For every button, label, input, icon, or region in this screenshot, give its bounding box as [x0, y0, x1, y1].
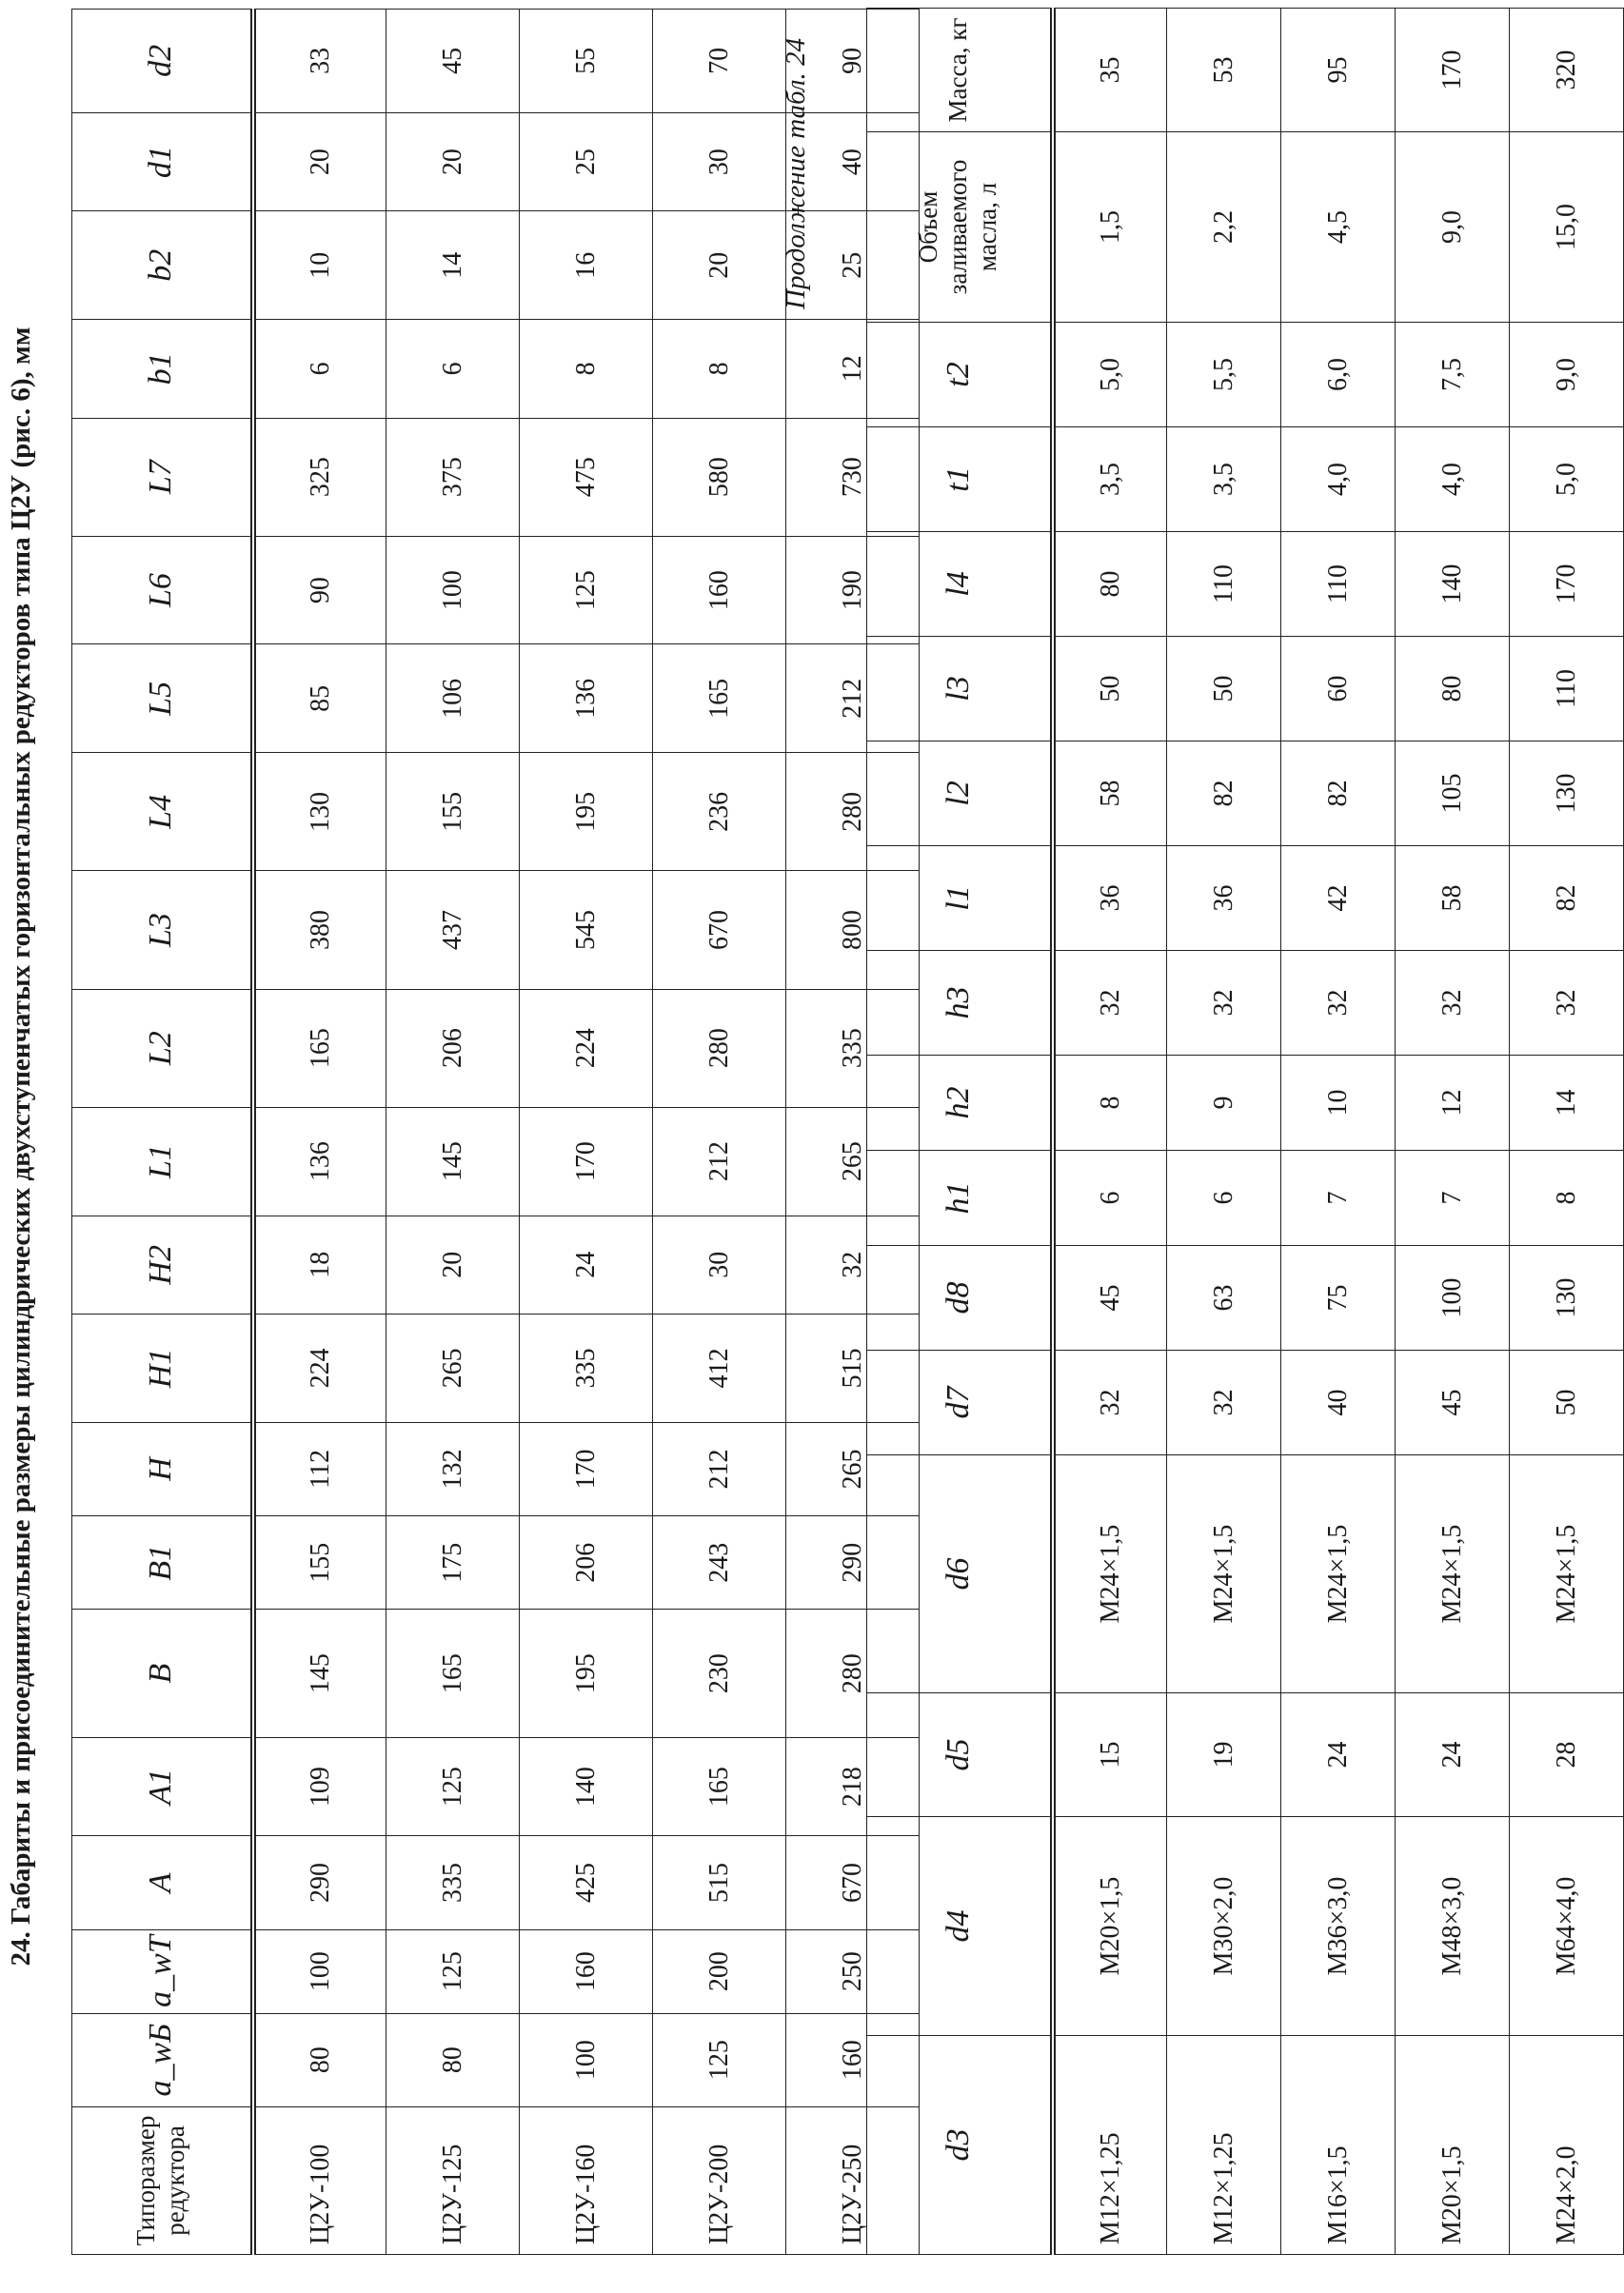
table-cell: 155	[253, 1516, 386, 1610]
header-L7: L7	[72, 418, 253, 536]
table-cell: 6	[386, 320, 520, 418]
table-cell: 170	[1396, 9, 1510, 132]
table-cell: 130	[1510, 1246, 1624, 1351]
table-cell: 145	[386, 1107, 520, 1216]
table-cell: 320	[1510, 9, 1624, 132]
table-cell: 90	[786, 10, 920, 113]
table-cell: 380	[253, 871, 386, 989]
header-H1: H1	[72, 1315, 253, 1423]
table-cell: 5,0	[1053, 323, 1167, 427]
table-cell: 15	[1053, 1693, 1167, 1817]
table-cell: 160	[786, 2013, 920, 2106]
table-cell: 8	[1053, 1056, 1167, 1151]
table-row	[1053, 9, 1167, 2255]
table-cell: 136	[520, 644, 653, 753]
header-mass: Масса, кг	[867, 9, 1053, 132]
table-cell: 85	[253, 644, 386, 753]
table-cell: 195	[520, 1610, 653, 1738]
table-cell: 18	[253, 1216, 386, 1314]
table-cell: 2,2	[1167, 132, 1281, 323]
table-cell: 75	[1281, 1246, 1396, 1351]
table-cell: 100	[520, 2013, 653, 2106]
header-d2: d2	[72, 10, 253, 113]
table-cell: M24×1,5	[1053, 1455, 1167, 1693]
table-cell: 140	[1396, 532, 1510, 637]
table-row	[520, 10, 653, 2255]
table-cell: M20×1,5	[1396, 2036, 1510, 2255]
table-cell: 100	[1396, 1246, 1510, 1351]
table-cell: 20	[386, 1216, 520, 1314]
table-cell: 82	[1281, 741, 1396, 846]
table2-header-row-1	[867, 9, 958, 2255]
table-cell: 50	[1167, 637, 1281, 741]
table-cell: 32	[1396, 951, 1510, 1056]
table-cell: 175	[386, 1516, 520, 1610]
header-t1: t1	[867, 427, 1053, 532]
table-cell: 70	[653, 10, 786, 113]
table-cell: 265	[386, 1315, 520, 1423]
table-cell: 90	[253, 536, 386, 644]
table-cell: 106	[386, 644, 520, 753]
table-cell: 55	[520, 10, 653, 113]
table-cell: 224	[520, 989, 653, 1107]
table-cell: 165	[253, 989, 386, 1107]
table-row	[1167, 9, 1281, 2255]
table-row	[1510, 9, 1624, 2255]
table-cell: 243	[653, 1516, 786, 1610]
table-cell: Ц2У-100	[253, 2106, 386, 2254]
table-cell: 30	[653, 112, 786, 210]
table-cell: 7	[1281, 1151, 1396, 1246]
table-cell: M36×3,0	[1281, 1817, 1396, 2036]
table-cell: 206	[386, 989, 520, 1107]
table-cell: Ц2У-160	[520, 2106, 653, 2254]
header-B: B	[72, 1610, 253, 1738]
table-cell: 82	[1167, 741, 1281, 846]
table-cell: 1,5	[1053, 132, 1167, 323]
table-cell: 8	[520, 320, 653, 418]
table-cell: M24×1,5	[1510, 1455, 1624, 1693]
table-cell: 35	[1053, 9, 1167, 132]
table-cell: 265	[786, 1422, 920, 1515]
table-cell: M64×4,0	[1510, 1817, 1624, 2036]
table-cell: 4,0	[1281, 427, 1396, 532]
table-cell: 160	[653, 536, 786, 644]
table-cell: 325	[253, 418, 386, 536]
table-cell: 110	[1281, 532, 1396, 637]
table-cell: 130	[253, 753, 386, 871]
table-cell: 36	[1167, 846, 1281, 951]
header-L4: L4	[72, 753, 253, 871]
table-cell: 125	[386, 1929, 520, 2013]
table-cell: 36	[1053, 846, 1167, 951]
table-cell: 136	[253, 1107, 386, 1216]
table-cell: 580	[653, 418, 786, 536]
table-cell: 32	[1281, 951, 1396, 1056]
table-cell: 130	[1510, 741, 1624, 846]
table-cell: 7,5	[1396, 323, 1510, 427]
table-cell: 80	[1053, 532, 1167, 637]
table-cell: 112	[253, 1422, 386, 1515]
table-cell: 730	[786, 418, 920, 536]
table-cell: 32	[1053, 1351, 1167, 1455]
table-cell: 100	[386, 536, 520, 644]
table-cell: 32	[1510, 951, 1624, 1056]
table-cell: M12×1,25	[1167, 2036, 1281, 2255]
table-cell: 412	[653, 1315, 786, 1423]
table-cell: 280	[786, 753, 920, 871]
table-cell: 14	[1510, 1056, 1624, 1151]
header-A: A	[72, 1836, 253, 1929]
table-cell: 7	[1396, 1151, 1510, 1246]
table-cell: M16×1,5	[1281, 2036, 1396, 2255]
header-d8: d8	[867, 1246, 1053, 1351]
table-cell: 195	[520, 753, 653, 871]
table-cell: 170	[1510, 532, 1624, 637]
table-cell: Ц2У-200	[653, 2106, 786, 2254]
header-d6: d6	[867, 1455, 1053, 1693]
table-cell: 170	[520, 1107, 653, 1216]
header-l2: l2	[867, 741, 1053, 846]
table-cell: 20	[653, 211, 786, 320]
table-row	[386, 10, 520, 2255]
table1-header-row	[72, 10, 253, 2255]
table-cell: Ц2У-250	[786, 2106, 920, 2254]
table-cell: M24×1,5	[1281, 1455, 1396, 1693]
table-cell: 335	[786, 989, 920, 1107]
header-H: H	[72, 1422, 253, 1515]
table-cell: 24	[520, 1216, 653, 1314]
table-cell: 670	[786, 1836, 920, 1929]
table-cell: 10	[253, 211, 386, 320]
header-h2: h2	[867, 1056, 1053, 1151]
table-cell: 16	[520, 211, 653, 320]
table-cell: 33	[253, 10, 386, 113]
table-cell: M24×2,0	[1510, 2036, 1624, 2255]
table-cell: 230	[653, 1610, 786, 1738]
header-B1: B1	[72, 1516, 253, 1610]
header-awb: a_wБ	[72, 2013, 253, 2106]
header-d7: d7	[867, 1351, 1053, 1455]
header-l1: l1	[867, 846, 1053, 951]
table-cell: 32	[1167, 951, 1281, 1056]
header-size: Типоразмер редуктора	[72, 2106, 253, 2254]
table-cell: 8	[653, 320, 786, 418]
table-cell: 206	[520, 1516, 653, 1610]
table-cell: 280	[786, 1610, 920, 1738]
table-cell: M12×1,25	[1053, 2036, 1167, 2255]
table-cell: 58	[1396, 846, 1510, 951]
header-L3: L3	[72, 871, 253, 989]
table-cell: 375	[386, 418, 520, 536]
table-cell: 32	[1167, 1351, 1281, 1455]
header-d5: d5	[867, 1693, 1053, 1817]
table-dimensions	[71, 9, 920, 2255]
table-cell: 40	[786, 112, 920, 210]
header-d3: d3	[867, 2036, 1053, 2255]
continuation-note: Продолжение табл. 24	[781, 38, 811, 309]
header-L5: L5	[72, 644, 253, 753]
table-cell: 212	[653, 1107, 786, 1216]
table-cell: 475	[520, 418, 653, 536]
table-cell: 4,5	[1281, 132, 1396, 323]
table-cell: 80	[386, 2013, 520, 2106]
table-cell: 125	[386, 1737, 520, 1835]
table-cell: M24×1,5	[1396, 1455, 1510, 1693]
table-cell: 515	[653, 1836, 786, 1929]
table-cell: 3,5	[1167, 427, 1281, 532]
table-cell: 190	[786, 536, 920, 644]
table-cell: 800	[786, 871, 920, 989]
table-cell: 4,0	[1396, 427, 1510, 532]
table-cell: 8	[1510, 1151, 1624, 1246]
table-cell: 12	[786, 320, 920, 418]
table-cell: 145	[253, 1610, 386, 1738]
table-cell: 545	[520, 871, 653, 989]
table-cell: 6	[1167, 1151, 1281, 1246]
table-cell: 20	[386, 112, 520, 210]
table-cell: 15,0	[1510, 132, 1624, 323]
table-cell: 437	[386, 871, 520, 989]
header-L1: L1	[72, 1107, 253, 1216]
table-cell: 28	[1510, 1693, 1624, 1817]
header-b1: b1	[72, 320, 253, 418]
table-cell: 63	[1167, 1246, 1281, 1351]
header-awt: a_wT	[72, 1929, 253, 2013]
header-L2: L2	[72, 989, 253, 1107]
table-cell: 200	[653, 1929, 786, 2013]
table-cell: 25	[520, 112, 653, 210]
table-cell: 10	[1281, 1056, 1396, 1151]
table-cell: 290	[253, 1836, 386, 1929]
table-cell: 110	[1510, 637, 1624, 741]
table-cell: 3,5	[1053, 427, 1167, 532]
table-cell: 100	[253, 1929, 386, 2013]
table-cell: 53	[1167, 9, 1281, 132]
table-cell: M48×3,0	[1396, 1817, 1510, 2036]
table-cell: 335	[386, 1836, 520, 1929]
table-cell: 9,0	[1396, 132, 1510, 323]
table-cell: 105	[1396, 741, 1510, 846]
table-cell: 165	[653, 1737, 786, 1835]
table-cell: 132	[386, 1422, 520, 1515]
table-cell: 155	[386, 753, 520, 871]
table-title: 24. Габариты и присоединительные размеры цилиндрических двухступенчатых горизонтальных редукторов типа Ц2У (рис. 6), мм	[6, 326, 36, 1967]
table-cell: M24×1,5	[1167, 1455, 1281, 1693]
table-cell: 280	[653, 989, 786, 1107]
table-cell: 5,5	[1167, 323, 1281, 427]
table-cell: 32	[1053, 951, 1167, 1056]
header-d4: d4	[867, 1817, 1053, 2036]
table-cell: Ц2У-125	[386, 2106, 520, 2254]
table-cell: 335	[520, 1315, 653, 1423]
table-cell: 515	[786, 1315, 920, 1423]
table-cell: 45	[1396, 1351, 1510, 1455]
table-cell: 50	[1510, 1351, 1624, 1455]
table-cell: 110	[1167, 532, 1281, 637]
table-cell: 9,0	[1510, 323, 1624, 427]
table-cell: M20×1,5	[1053, 1817, 1167, 2036]
table-cell: 224	[253, 1315, 386, 1423]
table-cell: 12	[1396, 1056, 1510, 1151]
table-cell: 50	[1053, 637, 1167, 741]
table-row	[253, 10, 386, 2255]
table-cell: 6,0	[1281, 323, 1396, 427]
table-cell: 165	[653, 644, 786, 753]
table-cell: 80	[253, 2013, 386, 2106]
table-cell: 40	[1281, 1351, 1396, 1455]
table-cell: 212	[653, 1422, 786, 1515]
table-cell: 9	[1167, 1056, 1281, 1151]
table-cell: 58	[1053, 741, 1167, 846]
table-cell: 80	[1396, 637, 1510, 741]
header-l4: l4	[867, 532, 1053, 637]
header-L6: L6	[72, 536, 253, 644]
table-cell: 14	[386, 211, 520, 320]
table-cell: 24	[1396, 1693, 1510, 1817]
table-cell: M30×2,0	[1167, 1817, 1281, 2036]
table-cell: 170	[520, 1422, 653, 1515]
table-cell: 6	[253, 320, 386, 418]
table-cell: 19	[1167, 1693, 1281, 1817]
table-cell: 160	[520, 1929, 653, 2013]
table-cell: 82	[1510, 846, 1624, 951]
table-cell: 212	[786, 644, 920, 753]
table-cell: 109	[253, 1737, 386, 1835]
table-cell: 165	[386, 1610, 520, 1738]
table1-body	[253, 10, 920, 2255]
table-cell: 218	[786, 1737, 920, 1835]
table-cell: 24	[1281, 1693, 1396, 1817]
table-cell: 140	[520, 1737, 653, 1835]
header-oil-volume: Объем заливаемого масла, л	[867, 132, 1053, 323]
header-t2: t2	[867, 323, 1053, 427]
table-cell: 32	[786, 1216, 920, 1314]
table-cell: 670	[653, 871, 786, 989]
table-cell: 125	[653, 2013, 786, 2106]
header-h3: h3	[867, 951, 1053, 1056]
header-b2: b2	[72, 211, 253, 320]
table-cell: 125	[520, 536, 653, 644]
table-cell: 45	[386, 10, 520, 113]
header-l3: l3	[867, 637, 1053, 741]
header-H2: H2	[72, 1216, 253, 1314]
table-cell: 5,0	[1510, 427, 1624, 532]
table-cell: 236	[653, 753, 786, 871]
table-cell: 250	[786, 1929, 920, 2013]
table-cell: 25	[786, 211, 920, 320]
table-cell: 95	[1281, 9, 1396, 132]
table-cell: 6	[1053, 1151, 1167, 1246]
header-h1: h1	[867, 1151, 1053, 1246]
table-cell: 45	[1053, 1246, 1167, 1351]
table-cell: 425	[520, 1836, 653, 1929]
table-cell: 290	[786, 1516, 920, 1610]
header-A1: A1	[72, 1737, 253, 1835]
table2-body	[1053, 9, 1624, 2255]
table-row	[653, 10, 786, 2255]
table-dimensions-continued	[866, 8, 1624, 2255]
table-row	[1281, 9, 1396, 2255]
header-d1: d1	[72, 112, 253, 210]
table-cell: 30	[653, 1216, 786, 1314]
table-row	[1396, 9, 1510, 2255]
table-cell: 60	[1281, 637, 1396, 741]
table-cell: 265	[786, 1107, 920, 1216]
table-cell: 42	[1281, 846, 1396, 951]
table-cell: 20	[253, 112, 386, 210]
